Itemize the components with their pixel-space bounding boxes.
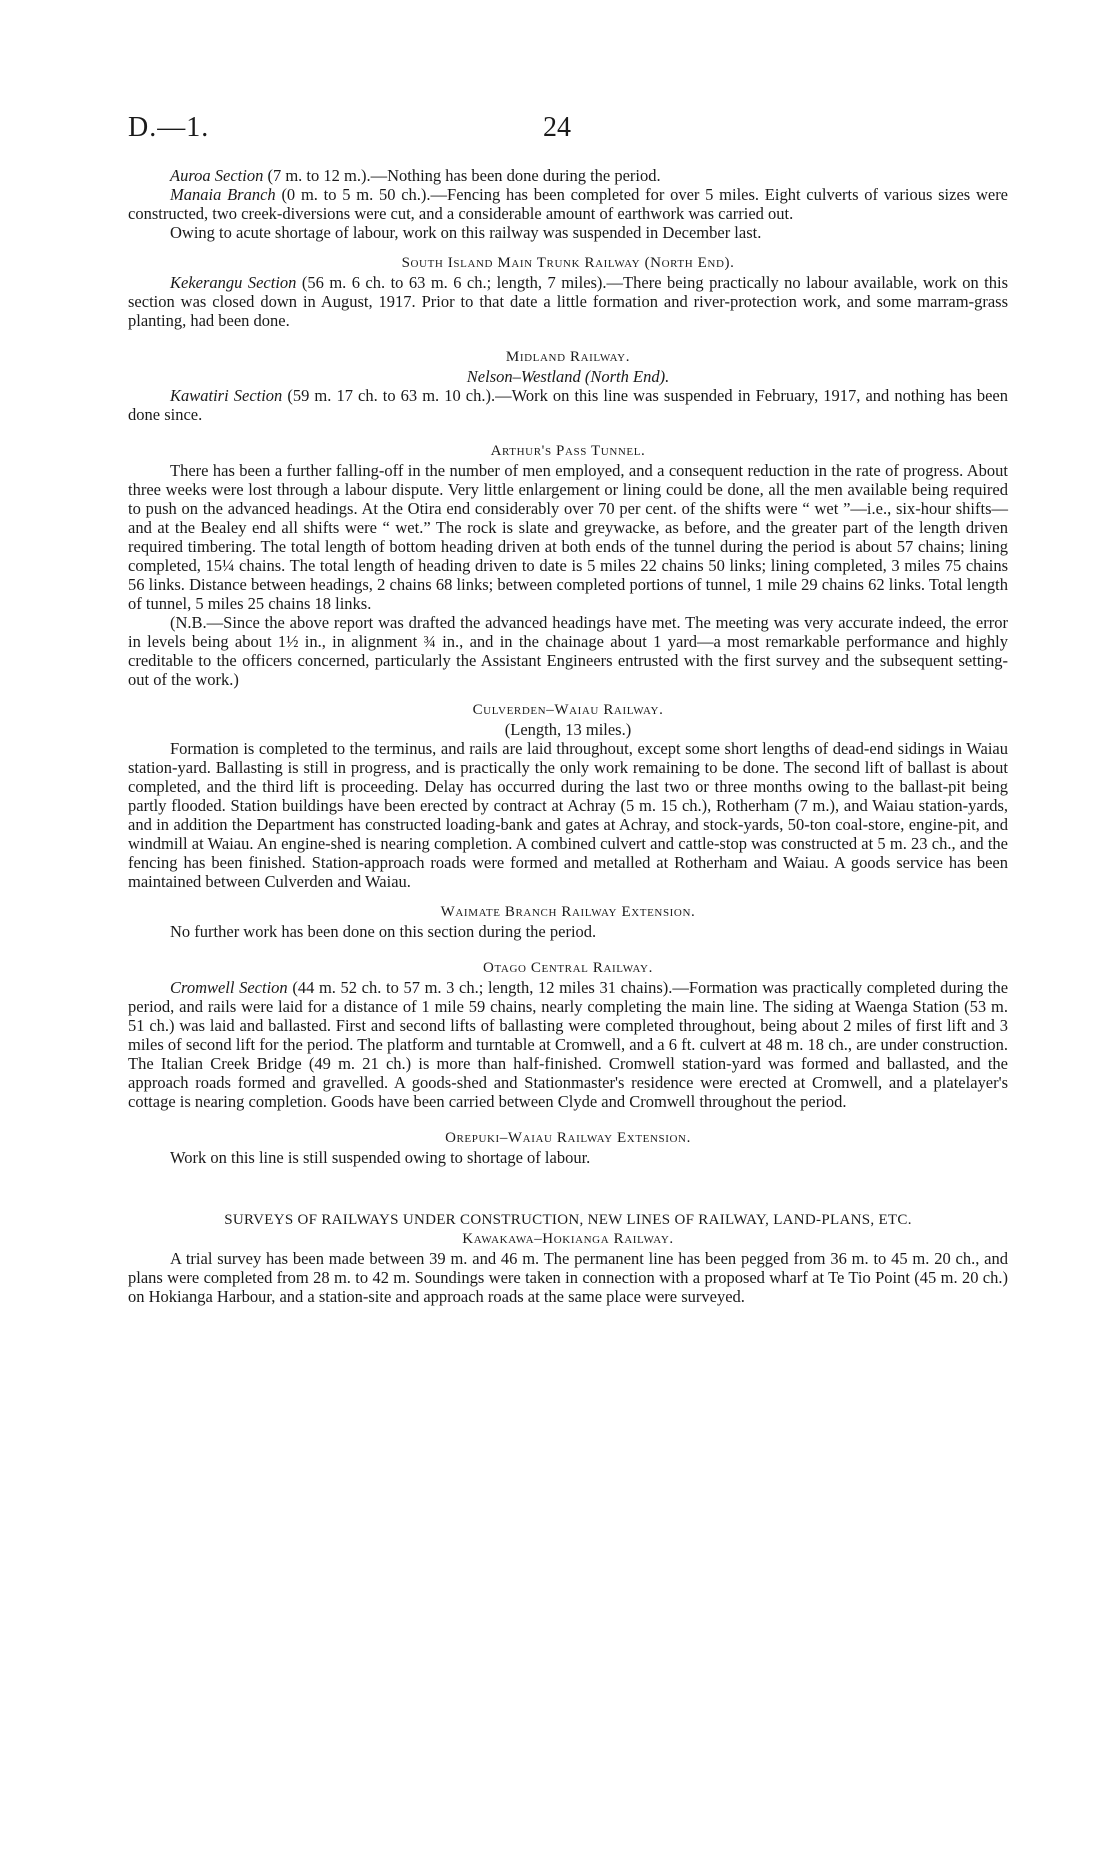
document-reference: D.—1. [128, 112, 210, 143]
page-body [128, 166, 1008, 1306]
orepuki-heading: Orepuki–Waiau Railway Extension. [445, 1130, 691, 1146]
kawatiri-paragraph [128, 386, 1008, 424]
arthurs-pass-paragraph-1: There has been a further falling-off in the number of men employed, and a consequent reduction in the rate of progress. About three weeks were lost through a labour dispute. Very little enlargement or lining could be done, all the men available being required to push on the advanced headings. At the Otira end considerably over 70 per cent. of the shifts were “ wet ”—i.e., six-hour shifts—and at the Bealey end all shifts were “ wet.” The rock is slate and greywacke, as before, and the greater part of the length driven required timbering. The total length of bottom heading driven at both ends of the tunnel during the period is about 57 chains; lining completed, 15¼ chains. The total length of heading driven to date is 5 miles 22 chains 50 links; lining completed, 3 miles 75 chains 56 links. Distance between headings, 2 chains 68 links; between completed portions of tunnel, 1 mile 29 chains 62 links. Total length of tunnel, 5 miles 25 chains 18 links. [128, 461, 1008, 613]
cromwell-paragraph [128, 978, 1008, 1111]
labour-note-paragraph: Owing to acute shortage of labour, work on this railway was suspended in December last. [170, 223, 762, 242]
orepuki-paragraph: Work on this line is still suspended owing to shortage of labour. [170, 1148, 591, 1167]
manaia-text: (0 m. to 5 m. 50 ch.).—Fencing has been completed for over 5 miles. Eight culverts of various sizes were constructed, two creek-diversions were cut, and a considerable amount of earthwork was carried out. [128, 185, 1009, 223]
midland-heading: Midland Railway. [505, 349, 631, 365]
kekerangu-title: Kekerangu Section [170, 273, 297, 292]
auroa-title: Auroa Section [170, 166, 264, 185]
page-number: 24 [543, 112, 571, 143]
auroa-text: (7 m. to 12 m.).—Nothing has been done during the period. [267, 166, 661, 185]
culverden-heading: Culverden–Waiau Railway. [472, 702, 664, 718]
kekerangu-paragraph [128, 273, 1008, 330]
arthurs-pass-heading: Arthur's Pass Tunnel. [490, 443, 646, 459]
kawatiri-text: (59 m. 17 ch. to 63 m. 10 ch.).—Work on this line was suspended in February, 1917, and nothing has been done since. [128, 386, 1009, 424]
arthurs-pass-paragraph-2: (N.B.—Since the above report was drafted the advanced headings have met. The meeting was very accurate indeed, the error in levels being about 1½ in., in alignment ¾ in., and in the chainage about 1 yard—a most remarkable performance and highly creditable to the officers concerned, particularly the Assistant Engineers entrusted with the first survey and the subsequent setting-out of the work.) [128, 613, 1008, 689]
cromwell-text: (44 m. 52 ch. to 57 m. 3 ch.; length, 12 miles 31 chains).—Formation was practically completed during the period, and rails were laid for a distance of 1 mile 59 chains, nearly completing the main line. The siding at Waenga Station (53 m. 51 ch.) was laid and ballasted. First and second lifts of ballasting were completed throughout, being about 2 miles of first lift and 3 miles of second lift for the period. The platform and turntable at Cromwell, and a 6 ft. culvert at 48 m. 18 ch., are under construction. The Italian Creek Bridge (49 m. 21 ch.) is more than half-finished. Cromwell station-yard was formed and ballasted, and the approach roads formed and gravelled. A goods-shed and Stationmaster's residence were erected at Cromwell, and a platelayer's cottage is nearing completion. Goods have been carried between Clyde and Cromwell throughout the period. [128, 978, 1009, 1111]
kekerangu-text: (56 m. 6 ch. to 63 m. 6 ch.; length, 7 miles).—There being practically no labour available, work on this section was closed down in August, 1917. Prior to that date a little formation and river-protection work, and some marram-grass planting, had been done. [128, 273, 1008, 330]
waimate-heading: Waimate Branch Railway Extension. [440, 904, 696, 920]
auroa-paragraph [128, 166, 1008, 185]
kawakawa-heading: Kawakawa–Hokianga Railway. [462, 1231, 674, 1247]
page-header [128, 112, 986, 146]
cromwell-title: Cromwell Section [170, 978, 288, 997]
culverden-subheading: (Length, 13 miles.) [504, 720, 632, 739]
south-island-heading: South Island Main Trunk Railway (North End). [401, 255, 735, 271]
otago-heading: Otago Central Railway. [483, 960, 653, 976]
surveys-heading: SURVEYS OF RAILWAYS UNDER CONSTRUCTION, NEW LINES OF RAILWAY, LAND-PLANS, ETC. [224, 1212, 912, 1228]
midland-subheading: Nelson–Westland (North End). [466, 367, 670, 386]
manaia-paragraph [128, 185, 1008, 223]
kawakawa-paragraph: A trial survey has been made between 39 m. and 46 m. The permanent line has been pegged from 36 m. to 45 m. 20 ch., and plans were completed from 28 m. to 42 m. Soundings were taken in connection with a proposed wharf at Te Tio Point (45 m. 20 ch.) on Hokianga Harbour, and a station-site and approach roads at the same place were surveyed. [128, 1249, 1008, 1306]
waimate-paragraph: No further work has been done on this section during the period. [170, 922, 597, 941]
manaia-title: Manaia Branch [170, 185, 276, 204]
kawatiri-title: Kawatiri Section [170, 386, 283, 405]
culverden-paragraph: Formation is completed to the terminus, and rails are laid throughout, except some short lengths of dead-end sidings in Waiau station-yard. Ballasting is still in progress, and is practically the only work remaining to be done. The second lift of ballast is about completed, and the third lift is proceeding. Delay has occurred during the last two or three months owing to the ballast-pit being partly flooded. Station buildings have been erected by contract at Achray (5 m. 15 ch.), Rotherham (7 m.), and Waiau station-yards, and in addition the Department has constructed loading-bank and gates at Achray, and stock-yards, 50-ton coal-store, engine-pit, and windmill at Waiau. An engine-shed is nearing completion. A combined culvert and cattle-stop was constructed at 5 m. 23 ch., and the fencing has been finished. Station-approach roads were formed and metalled at Rotherham and Waiau. A goods service has been maintained between Culverden and Waiau. [128, 739, 1008, 891]
